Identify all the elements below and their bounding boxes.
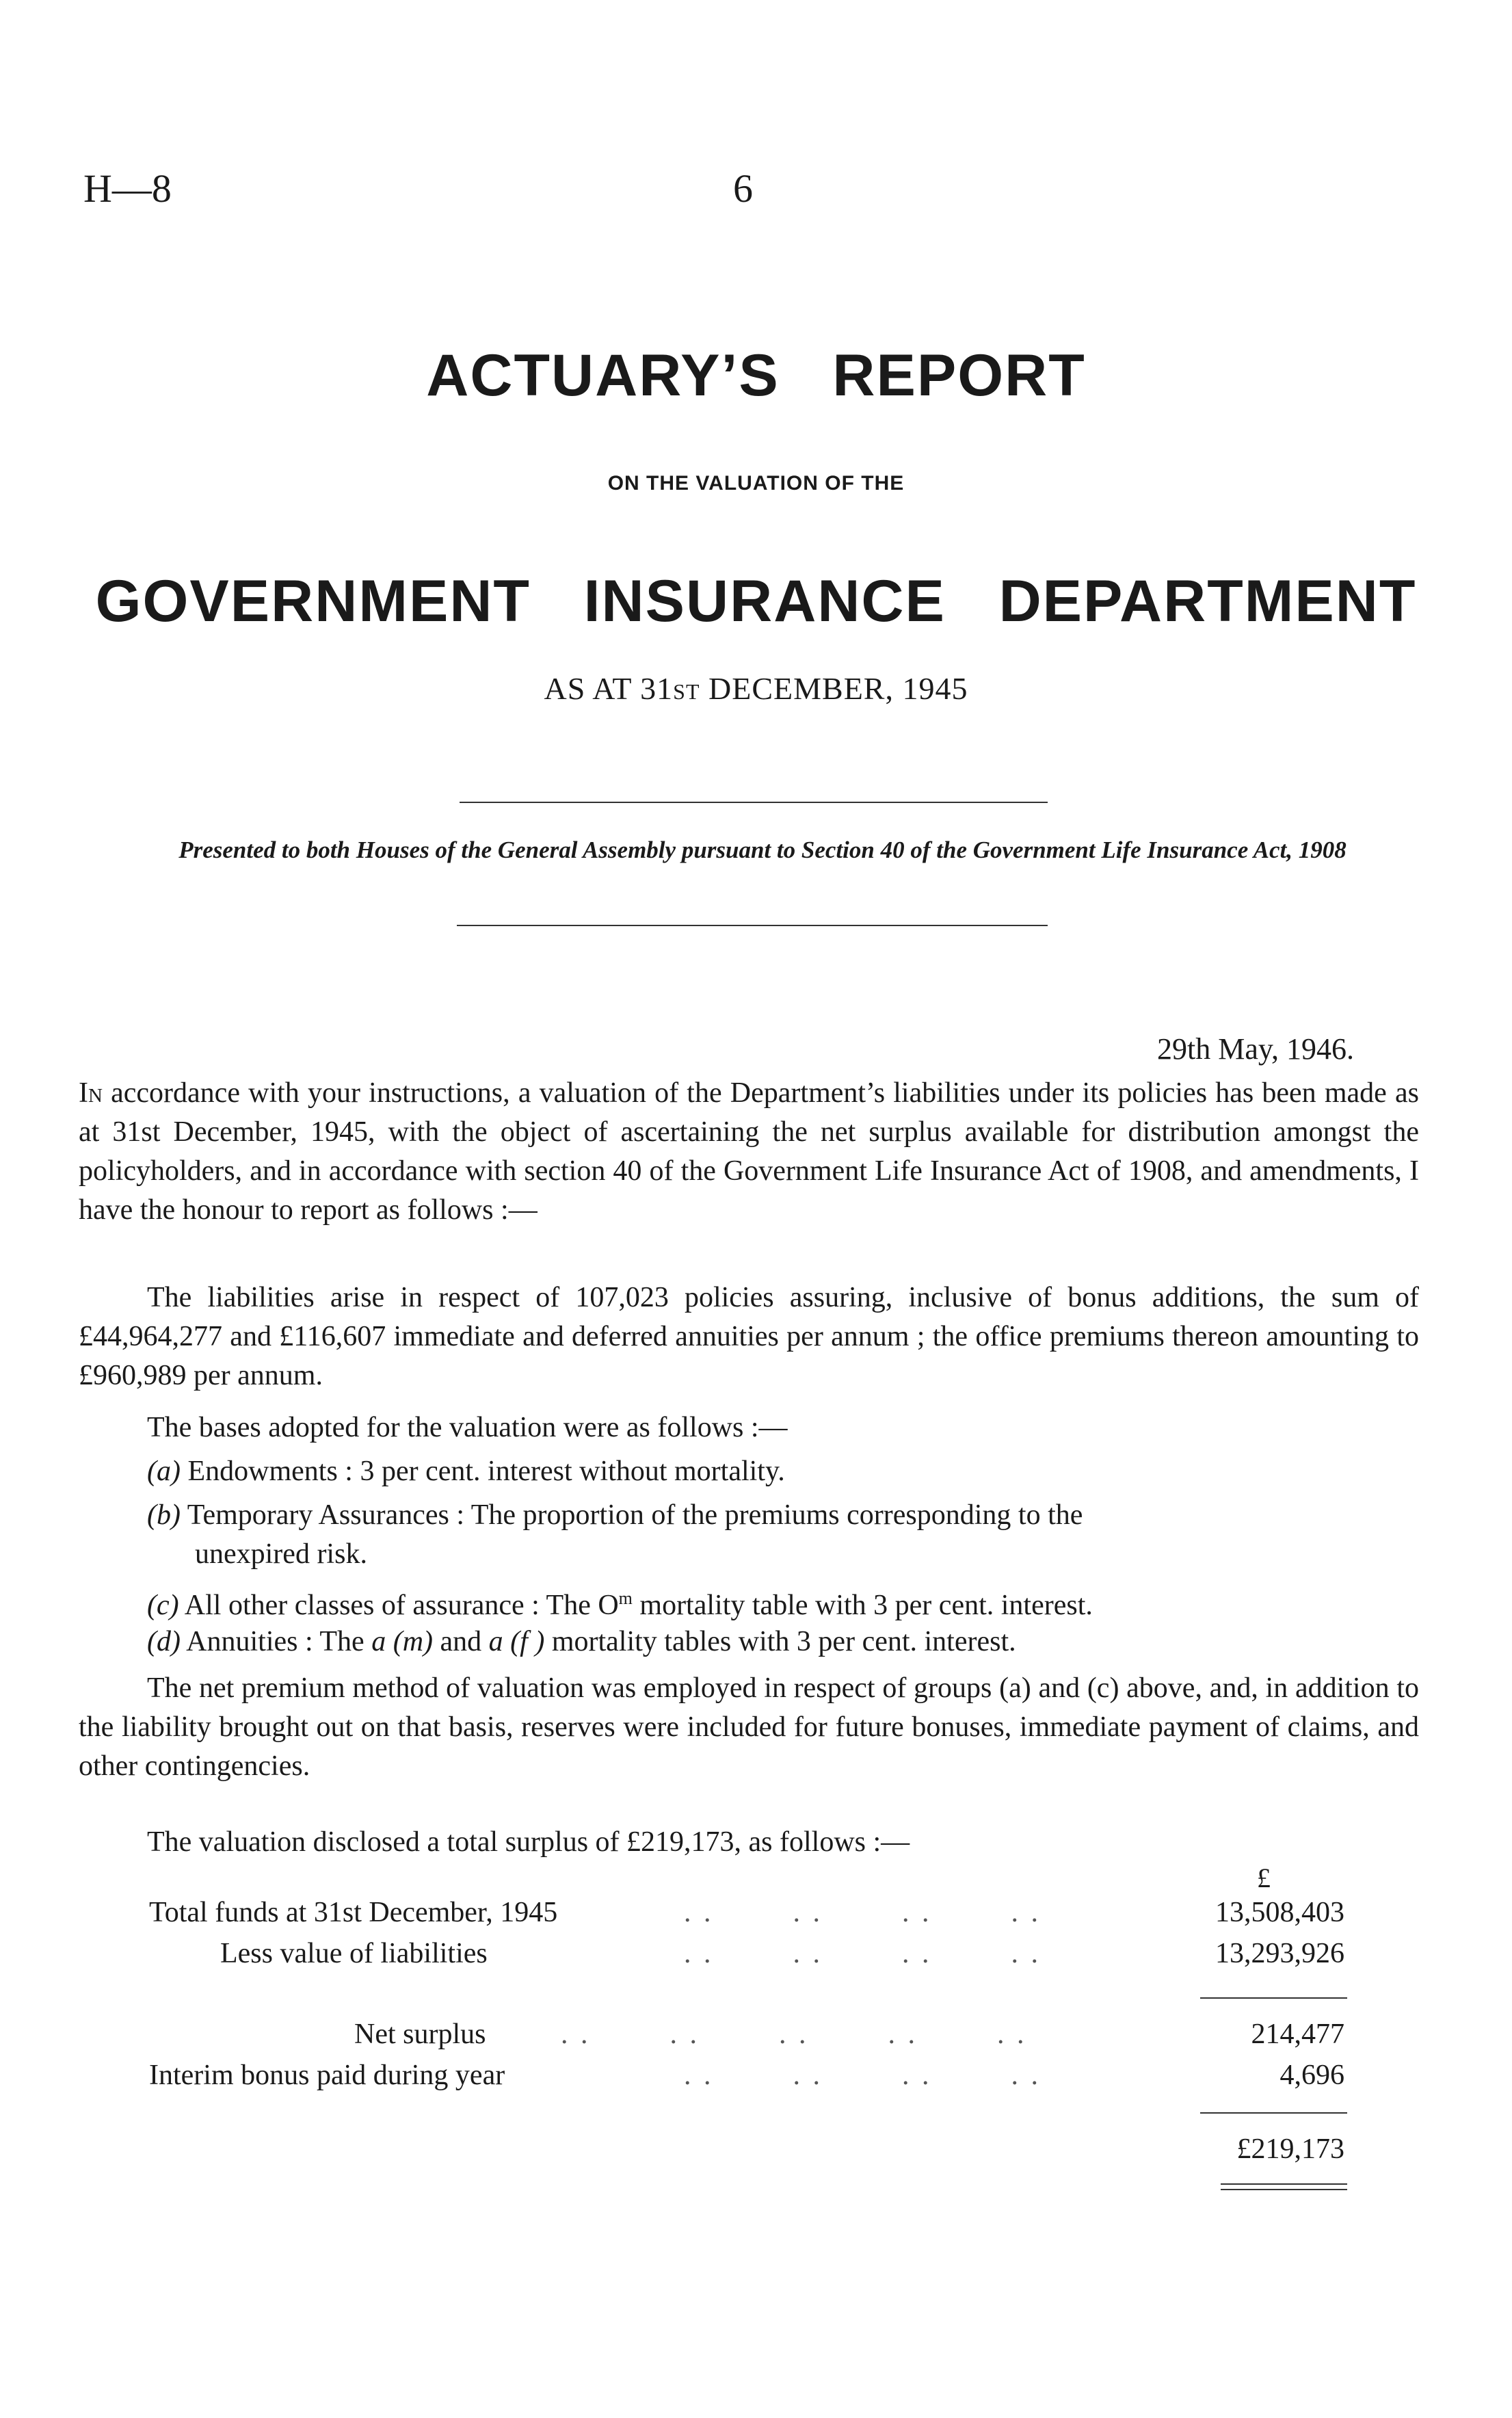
statement-total: £219,173 [1236,2133,1344,2165]
basis-item-c [147,1579,1419,1625]
basis-text: All other classes of assurance : The O [178,1590,619,1621]
subtotal-rule [1200,1997,1347,1999]
paragraph-intro [79,1074,1419,1230]
paragraph-intro-lead: In [79,1077,103,1109]
total-rule-2 [1221,2189,1347,2190]
statement-label: Interim bonus paid during year [149,2060,505,2091]
basis-text-after: mortality tables with 3 per cent. interest. [544,1626,1016,1657]
letter-date: 29th May, 1946. [1156,1032,1354,1066]
statement-label: Net surplus [354,2019,486,2050]
divider-bottom [457,925,1048,926]
statement-amount: 4,696 [1279,2060,1344,2091]
statement-amount: 214,477 [1251,2019,1344,2050]
statement-label: Less value of liabilities [220,1938,488,1969]
paragraph-liabilities: The liabilities arise in respect of 107,023 policies assuring, inclusive of bonus additions, the sum of £44,964,277 and £116,607 immediate and deferred annuities per annum ; the office premiums thereon amounting to £960,989 per annum. [79,1282,1419,1391]
basis-text-continued: unexpired risk. [195,1538,367,1570]
basis-table-m: a (m) [371,1626,434,1657]
paragraph-surplus: The valuation disclosed a total surplus of £219,173, as follows :— [147,1826,910,1858]
paragraph-intro-text: accordance with your instructions, a valuation of the Department’s liabilities under its policies has been made as at 31st December, 1945, with the object of ascertaining the net surplus available for distribution amongst the policyholders, and in accordance with section 40 of the Government Life Insurance Act of 1908, and amendments, I have the honour to report as follows :— [79,1077,1419,1226]
basis-text: Annuities : The [180,1626,372,1657]
currency-symbol: £ [1257,1863,1271,1893]
basis-item-b [147,1496,1419,1574]
basis-marker: (a) [147,1456,181,1487]
basis-marker: (d) [147,1626,181,1657]
as-at-prefix: AS AT 31 [544,671,674,706]
total-rule-1 [1221,2183,1347,2185]
report-subtitle: ON THE VALUATION OF THE [607,472,905,495]
as-at-date [0,670,1512,707]
basis-text-after: mortality table with 3 per cent. interest. [632,1590,1093,1621]
statement-amount: 13,508,403 [1215,1897,1344,1928]
report-title: ACTUARY’S REPORT [426,343,1086,408]
statement-amount: 13,293,926 [1215,1938,1344,1969]
as-at-suffix: ST [673,679,700,704]
leader-dots: . . . . . . . . [684,2060,1041,2091]
presented-note: Presented to both Houses of the General Assembly pursuant to Section 40 of the Government Life Insurance Act, 1908 [178,837,1347,863]
as-at-rest: DECEMBER, 1945 [700,671,968,706]
statement-row [0,2059,1512,2100]
basis-text: Temporary Assurances : The proportion of the premiums corresponding to the [180,1499,1083,1531]
paragraph-method: The net premium method of valuation was employed in respect of groups (a) and (c) above, and, in addition to the liability brought out on that basis, reserves were included for future bonuses, immediate payment of claims, and other contingencies. [79,1672,1419,1782]
leader-dots: . . . . . . . . [684,1938,1041,1969]
leader-dots: . . . . . . . . . . [561,2019,1027,2050]
statement-total-row [0,2133,1512,2174]
page-number: 6 [733,166,753,211]
leader-dots: . . . . . . . . [684,1897,1041,1928]
statement-row [0,1937,1512,1978]
subtotal-rule [1200,2112,1347,2114]
statement-label: Total funds at 31st December, 1945 [149,1897,558,1928]
basis-item-a [147,1452,1419,1491]
basis-text-mid: and [433,1626,489,1657]
basis-table-f: a (f ) [488,1626,545,1657]
basis-superscript: m [618,1588,633,1608]
basis-text: Endowments : 3 per cent. interest without mortality. [180,1456,785,1487]
basis-marker: (b) [147,1499,181,1531]
statement-row [0,2018,1512,2059]
paragraph-bases: The bases adopted for the valuation were as follows :— [147,1412,788,1443]
organisation-name: GOVERNMENT INSURANCE DEPARTMENT [95,568,1417,634]
statement-row [0,1896,1512,1937]
basis-marker: (c) [147,1590,179,1621]
page-reference: H—8 [83,166,172,211]
divider-top [460,802,1048,803]
basis-item-d [147,1622,1419,1661]
